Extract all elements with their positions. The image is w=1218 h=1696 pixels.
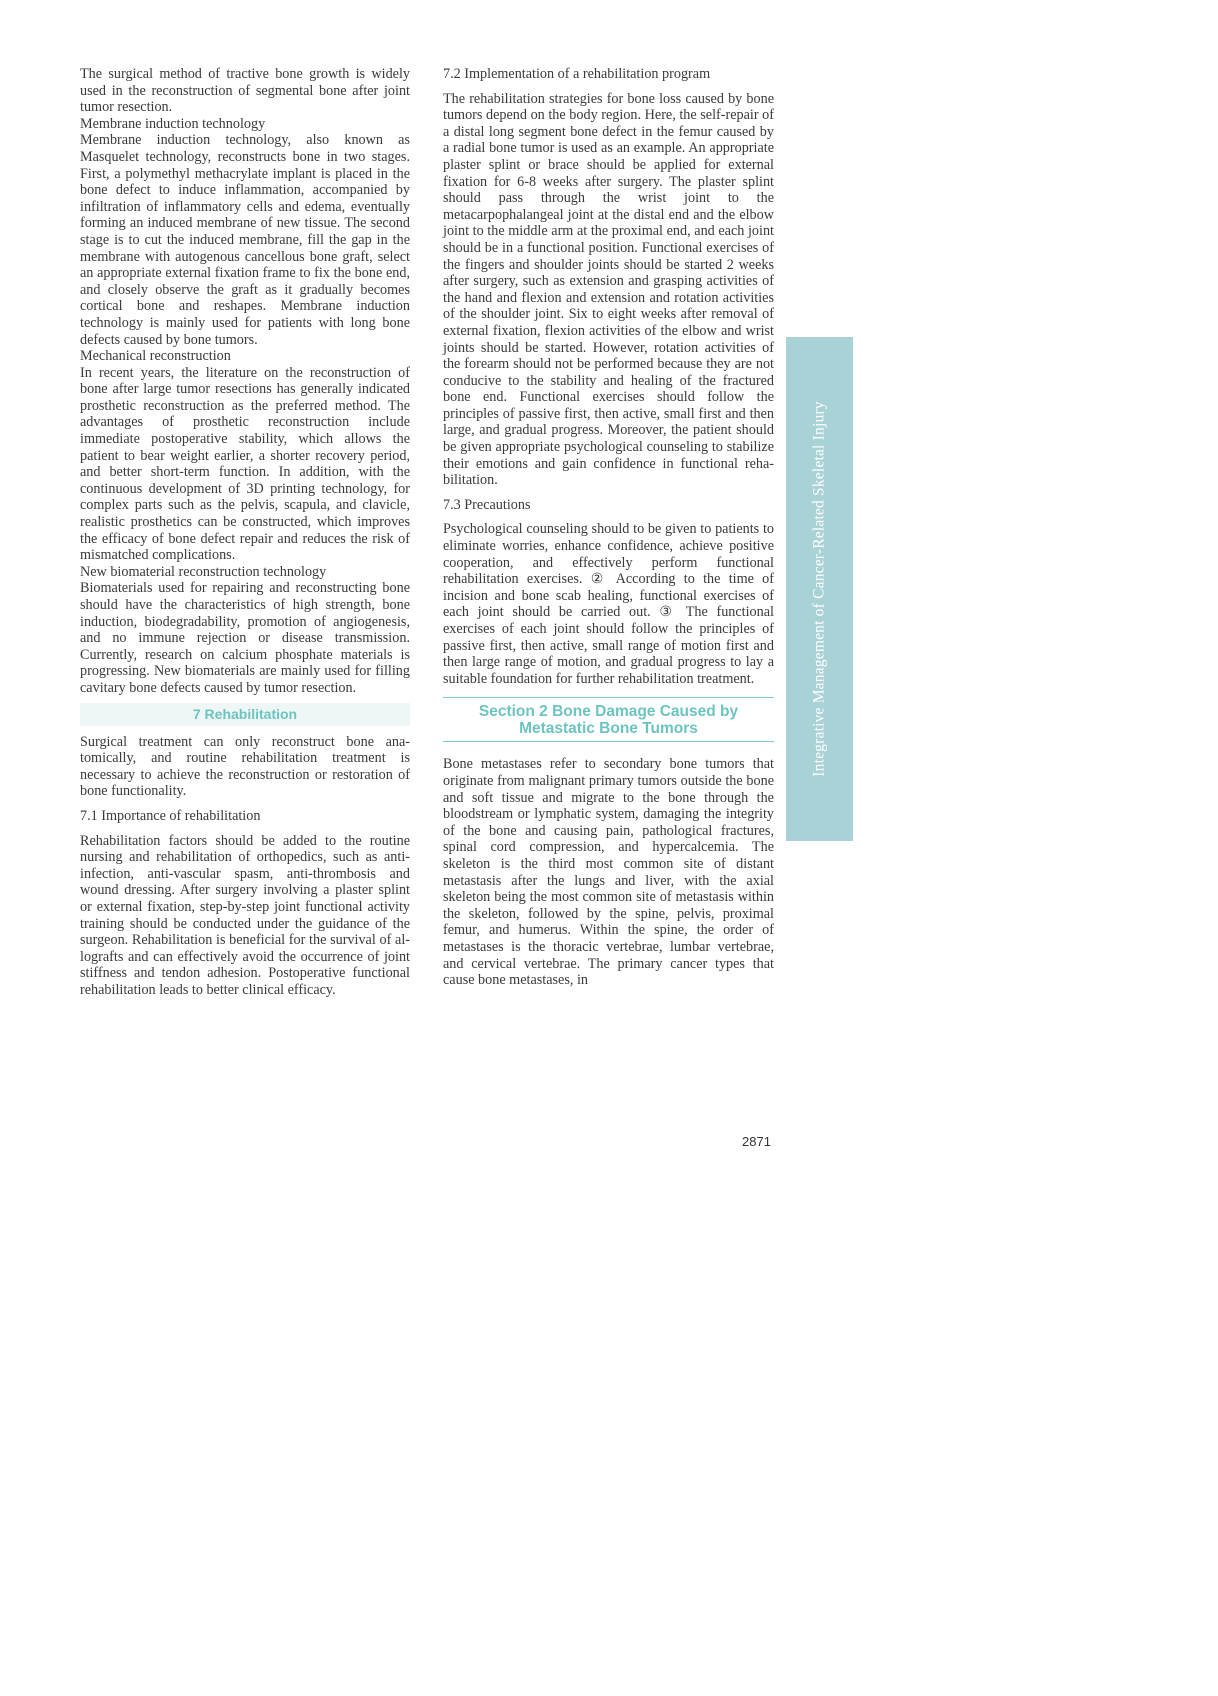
right-column xyxy=(443,66,774,989)
paragraph-rehabilitation-intro: Surgical treatment can only reconstruct bone anatomically, and routine rehabilitation treatment is necessary to achieve the reconstruction or restoration of bone functionality. xyxy=(80,733,410,800)
running-title-sidebar xyxy=(786,337,853,841)
running-title: Integrative Management of Cancer-Related Skeletal Injury xyxy=(810,401,828,777)
paragraph-intro: The surgical method of tractive bone growth is widely used in the reconstruction of segmental bone after joint tumor resection. xyxy=(80,66,410,116)
left-column xyxy=(80,66,410,998)
paragraph-importance-of-rehabilitation: Rehabilitation factors should be added to the routine nursing and rehabilitation of orthopedics, such as anti-infection, anti-vascular spasm, anti-thrombosis and wound dressing. After surgery involving a plaster splint or external fixation, step-by-step joint functional activity training should be conducted under the guidance of the surgeon. Rehabilitation is beneficial for the survival of allografts and can effectively avoid the occurrence of joint stiffness and tendon adhesion. Postoperative functional rehabilitation leads to better clinical efficacy. xyxy=(80,832,410,998)
paragraph-mechanical-reconstruction: In recent years, the literature on the reconstruction of bone after large tumor resections has generally indicated prosthetic reconstruction as the preferred method. The advantages of prosthetic reconstruction include immediate postoperative stability, which allows the patient to bear weight earlier, a shorter recovery period, and better short-term function. In addition, with the continuous development of 3D printing technology, for complex parts such as the pelvis, scapula, and clavicle, realistic prosthetics can be constructed, which improves the efficacy of bone defect repair and reduces the risk of mismatched complications. xyxy=(80,364,410,564)
subheading-implementation-program: 7.2 Implementation of a rehabilitation program xyxy=(443,66,711,82)
subheading-new-biomaterial: New biomaterial reconstruction technology xyxy=(80,563,327,580)
subheading-importance-of-rehabilitation: 7.1 Importance of rehabilitation xyxy=(80,807,261,824)
paragraph-bone-metastases: Bone metastases refer to secondary bone tumors that originate from malignant primary tumors outside the bone and soft tissue and migrate to the bone through the bloodstream or lymphatic system, damaging the integrity of the bone and causing pain, pathological fractures, spinal cord compression, and hypercalcemia. The skeleton is the third most common site of distant metastasis after the lungs and liver, with the axial skeleton being the most common site of metastasis within the skeleton, followed by the spine, pelvis, proximal femur, and humerus. Within the spine, the order of metastases is the thoracic vertebrae, lumbar vertebrae, and cervical vertebrae. The primary cancer types that cause bone metastases, in xyxy=(443,756,774,989)
subheading-membrane-induction: Membrane induction technology xyxy=(80,115,266,132)
subheading-mechanical-reconstruction: Mechanical reconstruction xyxy=(80,348,231,365)
paragraph-new-biomaterial: Biomaterials used for repairing and reconstructing bone should have the characteristics of high strength, bone induction, biodegradability, promotion of angiogenesis, and no immune rejection or disease transmission. Currently, research on calcium phosphate materials is progressing. New biomaterials are mainly used for filling cavitary bone defects caused by tumor resection. xyxy=(80,580,410,696)
page-number: 2871 xyxy=(742,1134,771,1149)
section-heading-rehabilitation: 7 Rehabilitation xyxy=(80,703,410,726)
paragraph-membrane-induction: Membrane induction technology, also known as Masquelet technology, reconstructs bone in two stages. First, a polymethyl methacrylate implant is placed in the bone defect to induce inflammation, accompanied by infiltration of inflammatory cells and edema, eventually forming an induced membrane of new tissue. The second stage is to cut the induced membrane, fill the gap in the membrane with autogenous cancellous bone graft, select an appropriate external fixation frame to fix the bone end, and closely observe the graft as it gradually becomes cortical bone and reshapes. Membrane induction technology is mainly used for patients with long bone defects caused by bone tumors. xyxy=(80,132,410,348)
paragraph-precautions: Psychological counseling should to be given to patients to eliminate worries, enhance confidence, achieve positive cooperation, and effectively perform functional rehabilitation exercises. ② According to the time of incision and bone scab healing, functional exercises of each joint should be carried out. ③ The functional exercises of each joint should follow the principles of passive first, then active, small range of motion first and then large range of motion, and gradual progress to lay a suitable foundation for further rehabilitation treatment. xyxy=(443,521,774,687)
section-heading-metastatic-bone-tumors: Section 2 Bone Damage Caused by Metastatic Bone Tumors xyxy=(443,697,774,742)
paragraph-implementation-program: The rehabilitation strategies for bone loss caused by bone tumors depend on the body region. Here, the self-repair of a distal long segment bone defect in the femur caused by a radial bone tumor is used as an example. An appropriate plaster splint or brace should be applied for external fixation for 6-8 weeks after surgery. The plaster splint should pass through the wrist joint to the metacarpophalangeal joint at the distal end and the elbow joint to the middle arm at the proximal end, and each joint should be in a functional position. Functional exercises of the fingers and shoulder joints should be started 2 weeks after surgery, such as extension and grasping activities of the hand and flexion and extension and rotation activities of the shoulder joint. Six to eight weeks after removal of external fixation, flexion activities of the elbow and wrist joints should be started. However, rotation activities of the forearm should not be performed because they are not conducive to the stability and healing of the fractured bone end. Functional exercises should follow the principles of passive first, then active, small first and then large, and gradual progress. Moreover, the patient should be given appropriate psychological counseling to stabilize their emotions and gain confidence in functional rehabilitation. xyxy=(443,90,774,489)
subheading-precautions: 7.3 Precautions xyxy=(443,496,531,513)
